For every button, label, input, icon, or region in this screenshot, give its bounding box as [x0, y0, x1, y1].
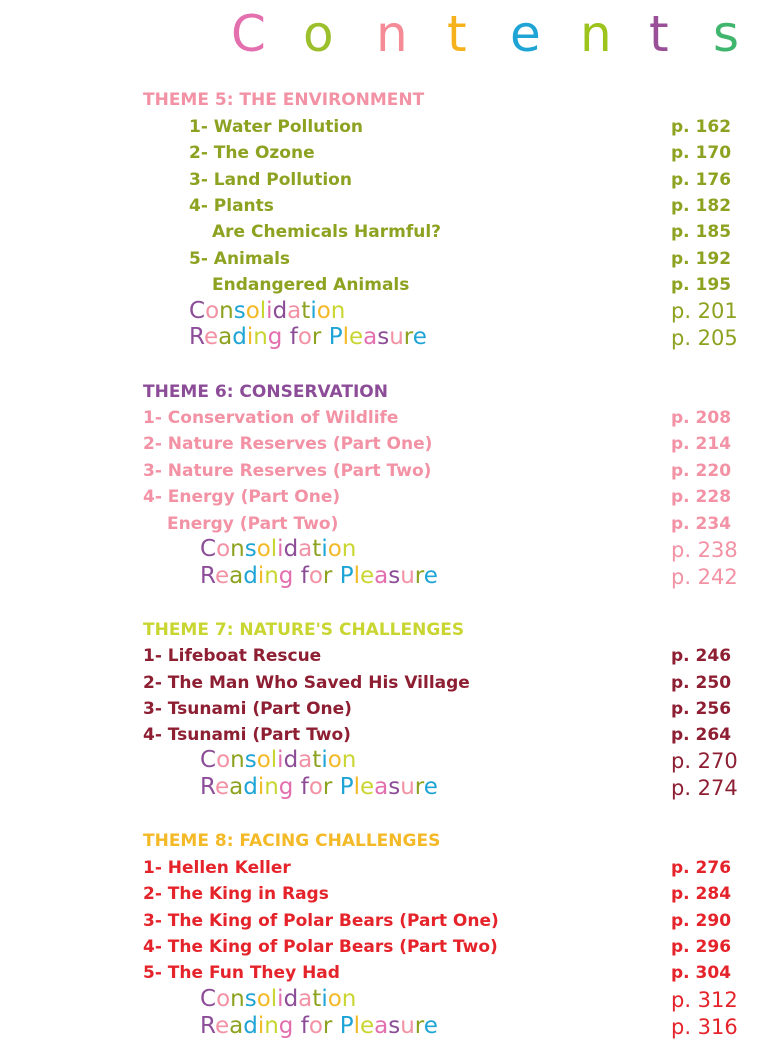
page-number: p. 276	[671, 858, 732, 878]
toc-item-link[interactable]: 4- Energy (Part One)	[143, 487, 341, 507]
page-number: p. 201	[671, 299, 738, 323]
title-letter: n	[580, 5, 612, 63]
page-number: p. 192	[671, 249, 732, 269]
page-number: p. 264	[671, 725, 732, 745]
page-number: p. 238	[671, 538, 738, 562]
page-number: p. 170	[671, 143, 732, 163]
page-number: p. 316	[671, 1015, 738, 1039]
reading-for-pleasure-link[interactable]: Reading for Pleasure	[189, 324, 427, 350]
page-title	[0, 0, 762, 70]
page-number: p. 256	[671, 699, 732, 719]
page-number: p. 185	[671, 222, 732, 242]
page-number: p. 182	[671, 196, 732, 216]
title-letter: n	[376, 5, 408, 63]
page-number: p. 162	[671, 117, 732, 137]
toc-item-link[interactable]: 4- Tsunami (Part Two)	[143, 725, 351, 745]
title-letter: C	[231, 5, 266, 63]
page-number: p. 246	[671, 646, 732, 666]
theme-header: THEME 6: CONSERVATION	[143, 382, 388, 402]
page-number: p. 208	[671, 408, 732, 428]
title-letter: o	[303, 5, 334, 63]
page-number: p. 274	[671, 776, 738, 800]
toc-item-link[interactable]: Are Chemicals Harmful?	[212, 222, 442, 242]
title-letter: t	[447, 5, 467, 63]
reading-for-pleasure-link[interactable]: Reading for Pleasure	[200, 563, 438, 589]
consolidation-link[interactable]: Consolidation	[200, 536, 357, 562]
page-number: p. 228	[671, 487, 732, 507]
theme-header: THEME 7: NATURE'S CHALLENGES	[143, 620, 465, 640]
page-number: p. 214	[671, 434, 732, 454]
toc-item-link[interactable]: 2- The Man Who Saved His Village	[143, 673, 470, 693]
page-number: p. 220	[671, 461, 732, 481]
toc-item-link[interactable]: Energy (Part Two)	[167, 514, 339, 534]
page-number: p. 296	[671, 937, 732, 957]
toc-item-link[interactable]: 3- The King of Polar Bears (Part One)	[143, 911, 499, 931]
toc-item-link[interactable]: 3- Land Pollution	[189, 170, 352, 190]
title-letter: e	[510, 5, 541, 63]
toc-item-link[interactable]: 4- Plants	[189, 196, 274, 216]
toc-item-link[interactable]: 3- Nature Reserves (Part Two)	[143, 461, 432, 481]
consolidation-link[interactable]: Consolidation	[200, 986, 357, 1012]
theme-header: THEME 8: FACING CHALLENGES	[143, 831, 441, 851]
toc-item-link[interactable]: Endangered Animals	[212, 275, 410, 295]
toc-item-link[interactable]: 3- Tsunami (Part One)	[143, 699, 352, 719]
page-number: p. 304	[671, 963, 732, 983]
toc-item-link[interactable]: 5- Animals	[189, 249, 291, 269]
toc-item-link[interactable]: 1- Lifeboat Rescue	[143, 646, 322, 666]
page-number: p. 205	[671, 326, 738, 350]
page-number: p. 242	[671, 565, 738, 589]
toc-item-link[interactable]: 1- Conservation of Wildlife	[143, 408, 399, 428]
consolidation-link[interactable]: Consolidation	[189, 298, 346, 324]
toc-item-link[interactable]: 5- The Fun They Had	[143, 963, 340, 983]
title-letter: s	[713, 5, 740, 63]
page-number: p. 312	[671, 988, 738, 1012]
toc-item-link[interactable]: 1- Water Pollution	[189, 117, 364, 137]
reading-for-pleasure-link[interactable]: Reading for Pleasure	[200, 774, 438, 800]
toc-item-link[interactable]: 2- The Ozone	[189, 143, 315, 163]
reading-for-pleasure-link[interactable]: Reading for Pleasure	[200, 1013, 438, 1039]
toc-item-link[interactable]: 2- Nature Reserves (Part One)	[143, 434, 433, 454]
page-number: p. 250	[671, 673, 732, 693]
toc-item-link[interactable]: 4- The King of Polar Bears (Part Two)	[143, 937, 498, 957]
page-number: p. 284	[671, 884, 732, 904]
toc-item-link[interactable]: 2- The King in Rags	[143, 884, 329, 904]
page-number: p. 234	[671, 514, 732, 534]
title-letter: t	[649, 5, 669, 63]
page-number: p. 195	[671, 275, 732, 295]
toc-item-link[interactable]: 1- Hellen Keller	[143, 858, 291, 878]
page-number: p. 290	[671, 911, 732, 931]
theme-header: THEME 5: THE ENVIRONMENT	[143, 90, 425, 110]
page-number: p. 270	[671, 749, 738, 773]
consolidation-link[interactable]: Consolidation	[200, 747, 357, 773]
page-number: p. 176	[671, 170, 732, 190]
